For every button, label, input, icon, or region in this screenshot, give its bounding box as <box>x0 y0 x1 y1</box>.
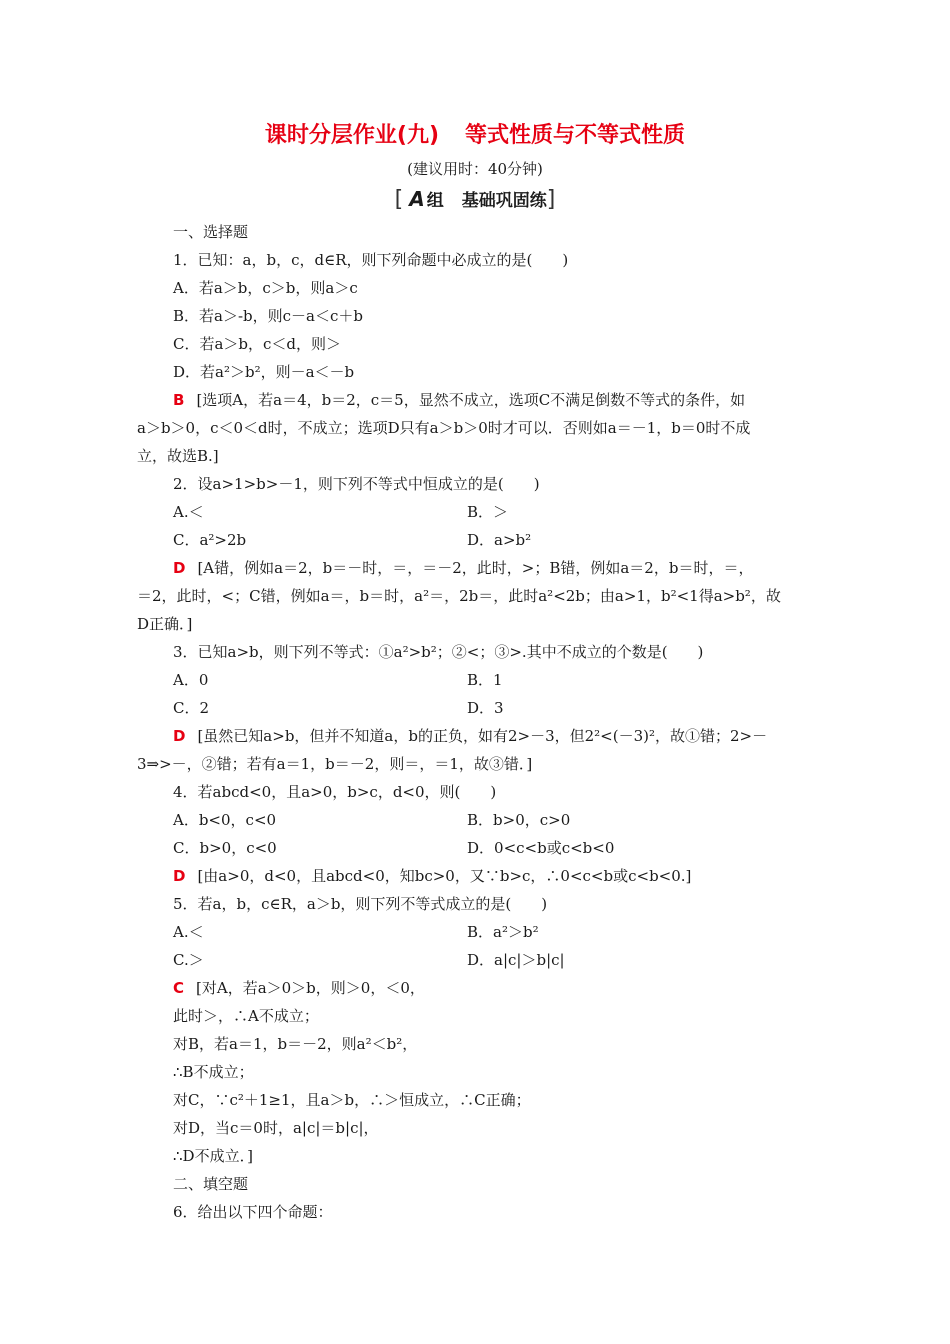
q5-explanation-5: 对C，∵c²＋1≥1，且a＞b，∴＞恒成立，∴C正确； <box>173 1091 531 1109</box>
group-name: 基础巩固练 <box>461 191 547 211</box>
q2-option-d: D．a>b² <box>467 531 532 549</box>
q3-option-a: A．0 <box>173 671 209 689</box>
q4-option-a: A．b<0，c<0 <box>173 811 277 829</box>
page-title <box>0 118 950 149</box>
q2-option-a: A.＜ <box>173 503 204 521</box>
q1-explanation-2: a＞b＞0，c＜0＜d时，不成立；选项D只有a＞b＞0时才可以．否则如a＝－1，b＝0时不成 <box>137 419 751 437</box>
q1-option-a: A．若a＞b，c＞b，则a＞c <box>173 279 358 297</box>
q5-stem: 5．若a，b，c∈R，a＞b，则下列不等式成立的是( ) <box>173 895 548 913</box>
q4-option-d: D．0<c<b或c<b<0 <box>467 839 615 857</box>
q3-option-d: D．3 <box>467 699 504 717</box>
q2-explanation-2: ＝2，此时，<；C错，例如a＝，b＝时，a²＝，2b＝，此时a²<2b；由a>1，b²<1得a>b²，故 <box>137 587 781 605</box>
q4-option-b: B．b>0，c>0 <box>467 811 571 829</box>
q3-stem: 3．已知a>b，则下列不等式：①a²>b²；②<；③>.其中不成立的个数是( ) <box>173 643 704 661</box>
q5-option-a: A.＜ <box>173 923 204 941</box>
q3-option-b: B．1 <box>467 671 503 689</box>
q4-explanation: D [由a>0，d<0，且abcd<0，知bc>0，又∵b>c，∴0<c<b或c<b<0.] <box>173 867 692 885</box>
q6-stem: 6．给出以下四个命题： <box>173 1203 333 1221</box>
q1-option-b: B．若a＞-b，则c－a＜c＋b <box>173 307 363 325</box>
q3-answer: D <box>173 727 186 745</box>
section-fill: 二、填空题 <box>173 1175 249 1193</box>
q4-stem: 4．若abcd<0，且a>0，b>c，d<0，则( ) <box>173 783 497 801</box>
q5-option-c: C.＞ <box>173 951 204 969</box>
q5-option-d: D．a|c|＞b|c| <box>467 951 565 969</box>
q5-explanation-3: 对B，若a＝1，b＝－2，则a²＜b²， <box>173 1035 418 1053</box>
q2-stem: 2．设a>1>b>－1，则下列不等式中恒成立的是( ) <box>173 475 540 493</box>
q1-option-d: D．若a²＞b²，则－a＜－b <box>173 363 355 381</box>
q4-option-c: C．b>0，c<0 <box>173 839 277 857</box>
q2-answer: D <box>173 559 186 577</box>
q3-option-c: C．2 <box>173 699 210 717</box>
title-left: 课时分层作业(九) <box>264 123 440 148</box>
q2-explanation: D [A错，例如a＝2，b＝－时，＝，＝－2，此时，>；B错，例如a＝2，b＝时，＝， <box>173 559 754 577</box>
q1-explanation-3: 立，故选B.] <box>137 447 219 465</box>
group-label: 组 <box>426 191 444 211</box>
group-letter: A <box>409 187 425 211</box>
q5-explanation: C [对A，若a＞0＞b，则＞0，＜0， <box>173 979 425 997</box>
q5-explanation-6: 对D，当c＝0时，a|c|＝b|c|， <box>173 1119 379 1137</box>
section-choice: 一、选择题 <box>173 223 249 241</box>
q5-explanation-4: ∴B不成立； <box>173 1063 254 1081</box>
q2-option-c: C．a²>2b <box>173 531 247 549</box>
group-bracket-close: ] <box>546 187 556 212</box>
q1-stem: 1．已知：a，b，c，d∈R，则下列命题中必成立的是( ) <box>173 251 569 269</box>
q5-explanation-2: 此时＞，∴A不成立； <box>173 1007 319 1025</box>
q1-answer: B <box>173 391 185 409</box>
q5-explanation-7: ∴D不成立．] <box>173 1147 253 1165</box>
title-right: 等式性质与不等式性质 <box>465 123 686 148</box>
group-bracket-open: [ <box>394 187 404 212</box>
q1-explanation: B [选项A，若a＝4，b＝2，c＝5，显然不成立，选项C不满足倒数不等式的条件，如 <box>173 391 746 409</box>
q3-explanation-2: 3⇒>－，②错；若有a＝1，b＝－2，则＝，＝1，故③错．] <box>137 755 533 773</box>
q5-answer: C <box>173 979 185 997</box>
q4-answer: D <box>173 867 186 885</box>
q1-option-c: C．若a＞b，c＜d，则＞ <box>173 335 342 353</box>
q2-explanation-3: D正确．] <box>137 615 193 633</box>
suggested-time: (建议用时：40分钟) <box>407 160 543 178</box>
q3-explanation: D [虽然已知a>b，但并不知道a，b的正负，如有2>－3，但2²<(－3)²，故①错；2>－ <box>173 727 768 745</box>
q5-option-b: B．a²＞b² <box>467 923 539 941</box>
q2-option-b: B．＞ <box>467 503 509 521</box>
group-heading <box>0 186 950 212</box>
